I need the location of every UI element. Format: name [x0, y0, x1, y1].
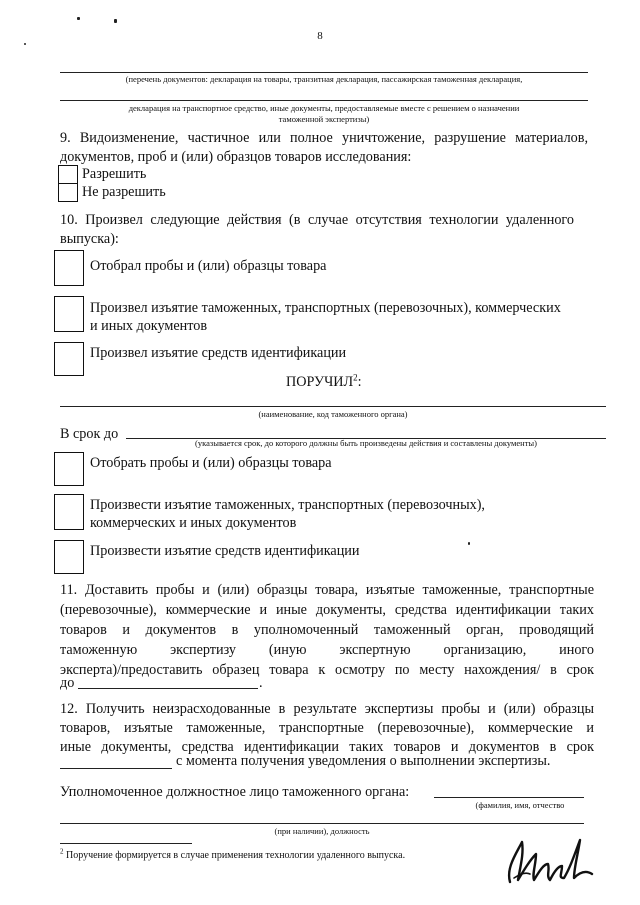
item12-text-line3: иные документы, средства идентификации таких товаров и документов в срок	[60, 739, 594, 755]
seized-id-means-checkbox[interactable]	[54, 342, 84, 376]
documents-fill-line-2	[60, 100, 588, 101]
official-label: Уполномоченное должностное лицо таможенного органа:	[60, 784, 410, 800]
official-note2: (при наличии), должность	[274, 826, 370, 836]
documents-note-line3: таможенной экспертизы)	[278, 114, 370, 124]
item9-text-line1: 9. Видоизменение, частичное или полное уничтожение, разрушение материалов,	[60, 130, 588, 146]
permit-checkbox[interactable]	[58, 165, 78, 184]
take-samples-label: Отобрать пробы и (или) образцы товара	[90, 455, 332, 471]
seize-documents-label-line1: Произвести изъятие таможенных, транспортных (перевозочных),	[90, 497, 485, 513]
item10-text-line2: выпуска):	[60, 231, 119, 247]
deny-checkbox[interactable]	[58, 183, 78, 202]
item11-text-line4: таможенную экспертизу (иную экспертную организацию, иного	[60, 642, 594, 658]
footnote	[60, 847, 406, 861]
seized-documents-label-line1: Произвел изъятие таможенных, транспортных (перевозочных), коммерческих	[90, 300, 561, 316]
item10-text-line1: 10. Произвел следующие действия (в случае отсутствия технологии удаленного	[60, 212, 574, 228]
scan-speck	[77, 17, 80, 20]
item12-text-line4: с момента получения уведомления о выполнении экспертизы.	[176, 753, 551, 769]
authority-fill-line[interactable]	[60, 406, 606, 407]
item11-text-line1: 11. Доставить пробы и (или) образцы товара, изъятые таможенные, транспортные	[60, 582, 594, 598]
item11-text-line2: (перевозочные), коммерческие и иные документы, средства идентификации таких	[60, 602, 594, 618]
instructed-footnote-mark: 2	[353, 372, 358, 383]
page-number: 8	[317, 30, 323, 42]
item11-deadline-fill-line[interactable]	[78, 688, 258, 689]
item11-deadline-end: .	[259, 675, 263, 691]
seized-id-means-label: Произвел изъятие средств идентификации	[90, 345, 347, 361]
item12-deadline-fill-line[interactable]	[60, 768, 172, 769]
deny-label: Не разрешить	[82, 184, 166, 200]
scan-speck	[468, 542, 470, 545]
signature-stroke	[509, 840, 592, 882]
took-samples-label: Отобрал пробы и (или) образцы товара	[90, 258, 327, 274]
take-samples-checkbox[interactable]	[54, 452, 84, 486]
item11-text-line5: эксперта)/предоставить образец товара к осмотру по месту нахождения/ в срок	[60, 662, 594, 678]
took-samples-checkbox[interactable]	[54, 250, 84, 286]
item9-text-line2: документов, проб и (или) образцов товаров исследования:	[60, 149, 412, 165]
item11-deadline-label: до	[60, 675, 75, 691]
official-position-fill-line[interactable]	[60, 823, 584, 824]
seize-documents-label-line2: коммерческих и иных документов	[90, 515, 297, 531]
scan-speck	[24, 43, 26, 45]
seize-id-means-label: Произвести изъятие средств идентификации	[90, 543, 360, 559]
item12-text-line1: 12. Получить неизрасходованные в результате экспертизы пробы и (или) образцы	[60, 701, 594, 717]
instructed-heading-text: ПОРУЧИЛ	[286, 374, 354, 390]
item11-text-line3: товаров и документов в уполномоченный таможенный орган, проводящий	[60, 622, 594, 638]
deadline-note: (указывается срок, до которого должны быть произведены действия и составлены документы)	[195, 438, 537, 448]
documents-note-line1: (перечень документов: декларация на товары, транзитная декларация, пассажирская таможенная декларация,	[125, 74, 523, 84]
instructed-heading-colon: :	[357, 374, 362, 390]
footnote-text: Поручение формируется в случае применения технологии удаленного выпуска.	[66, 850, 406, 861]
seize-id-means-checkbox[interactable]	[54, 540, 84, 574]
deadline-label: В срок до	[60, 426, 119, 442]
seize-documents-checkbox[interactable]	[54, 494, 84, 530]
official-note1: (фамилия, имя, отчество	[475, 800, 565, 810]
authority-note: (наименование, код таможенного органа)	[258, 409, 408, 419]
official-name-fill-line[interactable]	[434, 797, 584, 798]
documents-fill-line	[60, 72, 588, 73]
scan-speck	[114, 19, 117, 23]
documents-note-line2: декларация на транспортное средство, иные документы, предоставляемые вместе с решением о назначении	[128, 103, 520, 113]
permit-label: Разрешить	[82, 166, 147, 182]
footnote-mark: 2	[60, 847, 64, 856]
item12-text-line2: товаров, изъятые таможенные, транспортные (перевозочные), коммерческие и	[60, 720, 594, 736]
footnote-separator	[60, 843, 192, 844]
seized-documents-label-line2: и иных документов	[90, 318, 208, 334]
signature	[500, 828, 600, 890]
seized-documents-checkbox[interactable]	[54, 296, 84, 332]
instructed-heading	[286, 374, 362, 391]
